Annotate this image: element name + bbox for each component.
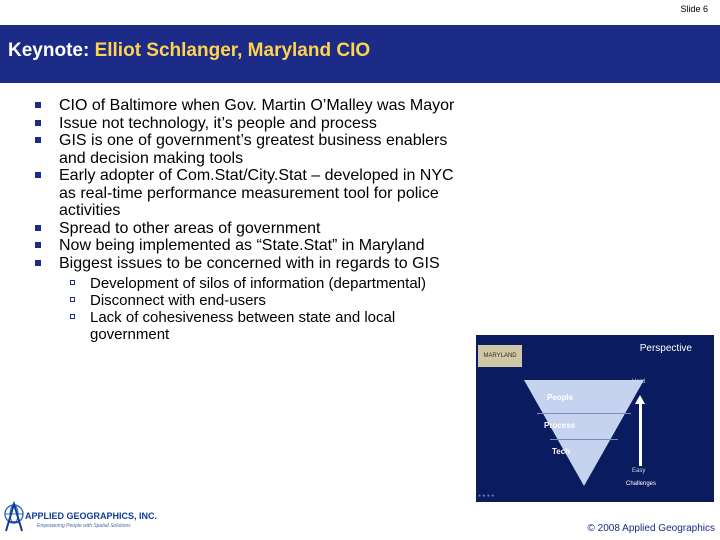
- company-logo: [2, 500, 162, 536]
- perspective-image: [476, 335, 714, 502]
- bullet-item: [0, 167, 470, 220]
- bullet-item: [0, 255, 470, 344]
- slide-number: Slide 6: [680, 4, 708, 14]
- sub-bullet-text: Lack of cohesiveness between state and local government: [90, 309, 396, 343]
- pyramid-label-tech: Tech: [552, 447, 571, 456]
- title-speaker: Elliot Schlanger, Maryland CIO: [94, 40, 371, 61]
- sub-bullet-marker-icon: [70, 280, 75, 285]
- arrow-shaft: [639, 403, 642, 466]
- sub-bullet-item: [59, 309, 470, 343]
- bullet-item: [0, 97, 470, 115]
- easy-label: Easy: [632, 468, 646, 474]
- bullet-marker-icon: [35, 225, 41, 231]
- title-prefix: Keynote:: [8, 40, 95, 61]
- copyright-notice: © 2008 Applied Geographics: [587, 523, 715, 534]
- bullet-marker-icon: [35, 137, 41, 143]
- logo-tagline: Empowering People with Spatial Solutions: [37, 523, 131, 529]
- sub-bullet-item: [59, 292, 470, 309]
- sub-bullet-marker-icon: [70, 314, 75, 319]
- bullet-text: Early adopter of Com.Stat/City.Stat – developed in NYC as real-time performance measurement tool for police activities: [59, 167, 454, 219]
- bullet-marker-icon: [35, 172, 41, 178]
- sub-bullet-text: Disconnect with end-users: [90, 292, 266, 309]
- bullet-item: [0, 237, 470, 255]
- bullet-item: [0, 115, 470, 133]
- pyramid-divider: [550, 439, 618, 440]
- challenges-label: Challenges: [626, 481, 657, 487]
- globe-a-logo-icon: [2, 500, 26, 534]
- inverted-pyramid: [524, 380, 644, 486]
- bullet-text: Spread to other areas of government: [59, 219, 321, 237]
- pyramid-label-process: Process: [544, 421, 576, 430]
- bullet-item: [0, 132, 470, 167]
- image-footer: ● ● ● ●: [478, 493, 495, 499]
- maryland-seal-icon: MARYLAND: [478, 345, 522, 367]
- bullet-marker-icon: [35, 102, 41, 108]
- bullet-marker-icon: [35, 120, 41, 126]
- bullet-item: [0, 220, 470, 238]
- bullet-text: CIO of Baltimore when Gov. Martin O’Malley was Mayor: [59, 97, 455, 114]
- bullet-marker-icon: [35, 260, 41, 266]
- bullet-marker-icon: [35, 242, 41, 248]
- slide-title: [8, 40, 370, 62]
- logo-name: APPLIED GEOGRAPHICS, INC.: [25, 511, 158, 521]
- sub-bullet-marker-icon: [70, 297, 75, 302]
- bullet-list: [0, 97, 470, 343]
- sub-bullet-text: Development of silos of information (departmental): [90, 275, 426, 292]
- pyramid-divider: [537, 413, 631, 414]
- hard-label: Hard: [632, 379, 646, 385]
- sub-bullet-list: [59, 275, 470, 343]
- pyramid-label-people: People: [547, 393, 574, 402]
- sub-bullet-item: [59, 275, 470, 292]
- bullet-text: GIS is one of government’s greatest business enablers and decision making tools: [59, 132, 448, 167]
- bullet-text: Biggest issues to be concerned with in regards to GIS: [59, 254, 440, 272]
- perspective-title: Perspective: [639, 343, 692, 354]
- bullet-text: Now being implemented as “State.Stat” in Maryland: [59, 237, 425, 254]
- bullet-text: Issue not technology, it’s people and process: [59, 114, 377, 132]
